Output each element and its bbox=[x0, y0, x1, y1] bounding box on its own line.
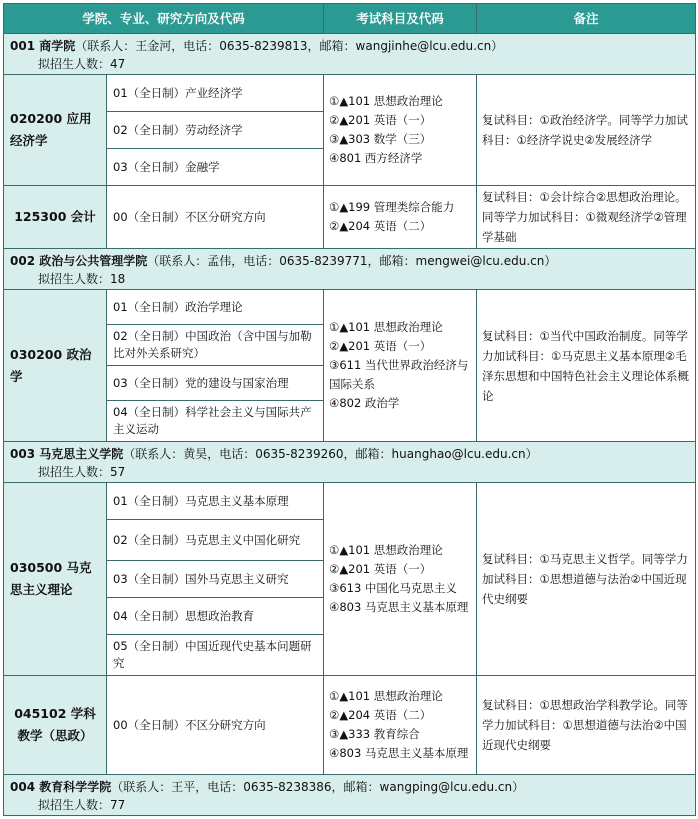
table-row bbox=[4, 186, 696, 249]
section-contact: （联系人：黄昊，电话：0635-8239260，邮箱：huanghao@lcu.edu.cn） bbox=[123, 446, 538, 461]
subject-item: ②▲201 英语（一） bbox=[329, 113, 432, 127]
subject-item: ①▲101 思想政治理论 bbox=[329, 543, 443, 557]
subject-item: ③▲303 数学（三） bbox=[329, 132, 432, 146]
section-quota: 拟招生人数：77 bbox=[38, 797, 126, 812]
section-quota: 拟招生人数：57 bbox=[38, 464, 126, 479]
direction-item: 01（全日制）产业经济学 bbox=[107, 75, 324, 112]
subject-item: ④803 马克思主义基本原理 bbox=[329, 600, 469, 614]
section-row bbox=[4, 249, 696, 290]
section-row bbox=[4, 442, 696, 483]
direction-item: 02（全日制）劳动经济学 bbox=[107, 112, 324, 149]
direction-item: 00（全日制）不区分研究方向 bbox=[107, 186, 324, 249]
subject-item: ①▲101 思想政治理论 bbox=[329, 320, 443, 334]
exam-subjects bbox=[324, 186, 477, 249]
remarks: 复试科目：①思想政治学科教学论。同等学力加试科目：①思想道德与法治②中国近现代史纲要 bbox=[477, 676, 696, 775]
subject-item: ②▲204 英语（二） bbox=[329, 708, 432, 722]
direction-item: 05（全日制）中国近现代史基本问题研究 bbox=[107, 635, 324, 676]
direction-item: 00（全日制）不区分研究方向 bbox=[107, 676, 324, 775]
direction-item: 03（全日制）金融学 bbox=[107, 149, 324, 186]
section-title: 002 政治与公共管理学院 bbox=[10, 253, 148, 268]
subject-item: ①▲101 思想政治理论 bbox=[329, 94, 443, 108]
subject-item: ③613 中国化马克思主义 bbox=[329, 581, 457, 595]
section-header bbox=[4, 34, 696, 75]
subject-item: ④801 西方经济学 bbox=[329, 151, 423, 165]
direction-item: 01（全日制）政治学理论 bbox=[107, 290, 324, 325]
exam-subjects bbox=[324, 676, 477, 775]
direction-item: 02（全日制）马克思主义中国化研究 bbox=[107, 520, 324, 561]
direction-item: 02（全日制）中国政治（含中国与加勒比对外关系研究） bbox=[107, 325, 324, 366]
direction-item: 04（全日制）思想政治教育 bbox=[107, 598, 324, 635]
section-header bbox=[4, 249, 696, 290]
subject-item: ④803 马克思主义基本原理 bbox=[329, 746, 469, 760]
table-row bbox=[4, 483, 696, 520]
remarks: 复试科目：①政治经济学。同等学力加试科目：①经济学说史②发展经济学 bbox=[477, 75, 696, 186]
section-header bbox=[4, 442, 696, 483]
remarks: 复试科目：①会计综合②思想政治理论。同等学力加试科目：①微观经济学②管理学基础 bbox=[477, 186, 696, 249]
section-title: 004 教育科学学院 bbox=[10, 779, 112, 794]
section-quota: 拟招生人数：47 bbox=[38, 56, 126, 71]
major-name: 030500 马克思主义理论 bbox=[4, 483, 107, 676]
subject-item: ②▲204 英语（二） bbox=[329, 219, 432, 233]
section-title: 003 马克思主义学院 bbox=[10, 446, 124, 461]
major-name: 030200 政治学 bbox=[4, 290, 107, 442]
subject-item: ③611 当代世界政治经济与国际关系 bbox=[329, 358, 469, 391]
exam-subjects bbox=[324, 75, 477, 186]
major-name: 020200 应用经济学 bbox=[4, 75, 107, 186]
header-notes: 备注 bbox=[477, 4, 696, 34]
major-name: 125300 会计 bbox=[4, 186, 107, 249]
section-row bbox=[4, 775, 696, 816]
direction-item: 04（全日制）科学社会主义与国际共产主义运动 bbox=[107, 401, 324, 442]
subject-item: ②▲201 英语（一） bbox=[329, 562, 432, 576]
direction-item: 03（全日制）党的建设与国家治理 bbox=[107, 366, 324, 401]
header-college-major: 学院、专业、研究方向及代码 bbox=[4, 4, 324, 34]
subject-item: ①▲199 管理类综合能力 bbox=[329, 200, 455, 214]
table-row bbox=[4, 75, 696, 112]
admissions-table bbox=[3, 3, 696, 816]
remarks: 复试科目：①当代中国政治制度。同等学力加试科目：①马克思主义基本原理②毛泽东思想和中国特色社会主义理论体系概论 bbox=[477, 290, 696, 442]
section-quota: 拟招生人数：18 bbox=[38, 271, 126, 286]
section-contact: （联系人：王平，电话：0635-8238386，邮箱：wangping@lcu.edu.cn） bbox=[111, 779, 525, 794]
subject-item: ③▲333 教育综合 bbox=[329, 727, 420, 741]
header-row bbox=[4, 4, 696, 34]
major-name: 045102 学科教学（思政） bbox=[4, 676, 107, 775]
direction-item: 03（全日制）国外马克思主义研究 bbox=[107, 561, 324, 598]
subject-item: ④802 政治学 bbox=[329, 396, 400, 410]
admissions-table-container bbox=[3, 3, 695, 816]
section-contact: （联系人：王金河，电话：0635-8239813，邮箱：wangjinhe@lcu.edu.cn） bbox=[75, 38, 504, 53]
section-header bbox=[4, 775, 696, 816]
remarks: 复试科目：①马克思主义哲学。同等学力加试科目：①思想道德与法治②中国近现代史纲要 bbox=[477, 483, 696, 676]
subject-item: ①▲101 思想政治理论 bbox=[329, 689, 443, 703]
direction-item: 01（全日制）马克思主义基本原理 bbox=[107, 483, 324, 520]
subject-item: ②▲201 英语（一） bbox=[329, 339, 432, 353]
section-row bbox=[4, 34, 696, 75]
exam-subjects bbox=[324, 290, 477, 442]
section-contact: （联系人：孟伟，电话：0635-8239771，邮箱：mengwei@lcu.edu.cn） bbox=[147, 253, 557, 268]
exam-subjects bbox=[324, 483, 477, 676]
table-row bbox=[4, 676, 696, 775]
table-row bbox=[4, 290, 696, 325]
section-title: 001 商学院 bbox=[10, 38, 76, 53]
header-exam-subjects: 考试科目及代码 bbox=[324, 4, 477, 34]
